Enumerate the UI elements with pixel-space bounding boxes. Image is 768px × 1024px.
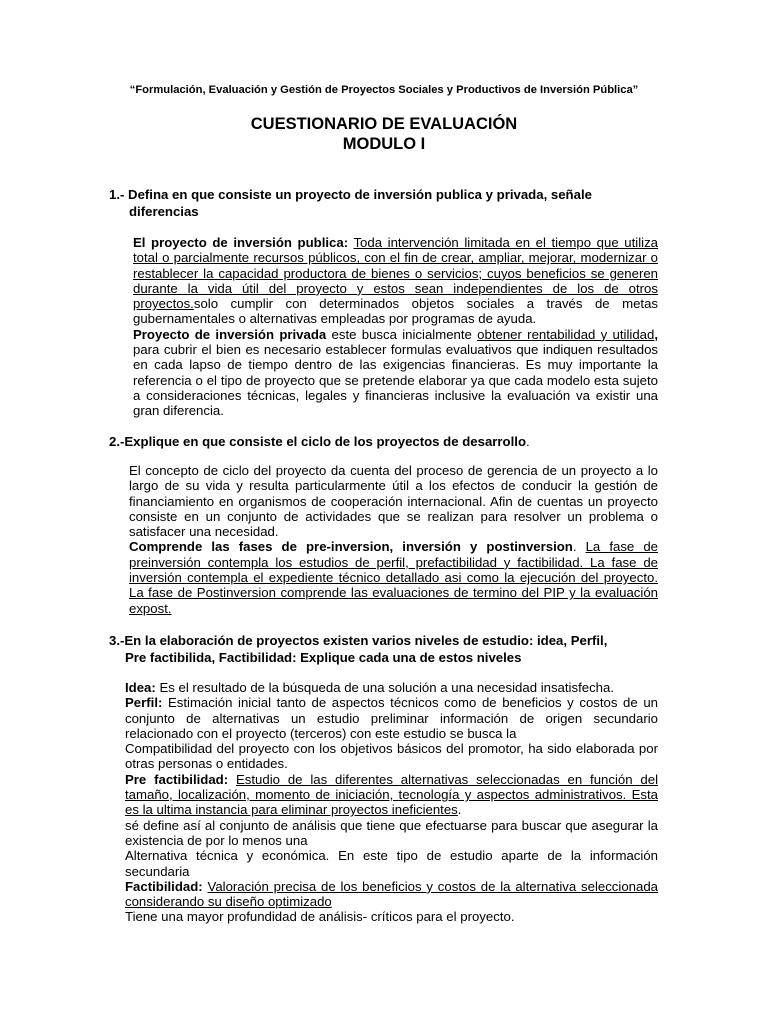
title-line-2: MODULO I [342,135,426,153]
answer-3-factibilidad [125,879,658,910]
document-title [0,114,768,154]
private-project-intro: este busca inicialmente [326,326,478,342]
perfil-text: Estimación inicial tanto de aspectos técnicos como de beneficios y costos de un conjunto de alternativas un estudio preliminar información de origen secundario relacionado con el proyecto (terceros) con este estudio se busca la [125,695,658,741]
question-3 [109,633,669,666]
answer-3 [125,680,658,925]
answer-3-perfil-cont: Compatibilidad del proyecto con los objetivos básicos del promotor, ha sido elaborada por otras personas o entidades. [125,741,658,772]
answer-3-factibilidad-cont: Tiene una mayor profundidad de análisis- críticos para el proyecto. [125,909,515,925]
question-2-line-1: Explique en que consiste el ciclo de los proyectos de desarrollo [124,434,526,449]
answer-2-cycle-concept: El concepto de ciclo del proyecto da cuenta del proceso de gerencia de un proyecto a lo largo de su vida y resulta particularmente útil a los efectos de conducir la gestión de financiamiento en organismos de cooperación internacional. Afin de cuentas un proyecto consiste en un conjunto de actividades que se realizan para resolver un problema o satisfacer una necesidad. [129,463,658,540]
question-3-line-2: Pre factibilida, Factibilidad: Explique cada una de estos niveles [125,649,522,665]
answer-3-idea [125,680,658,695]
question-3-line-1: En la elaboración de proyectos existen varios niveles de estudio: idea, Perfil, [124,633,608,648]
answer-1-private [133,327,658,419]
question-2-period: . [526,434,530,449]
answer-3-prefactibilidad-cont-2: Alternativa técnica y económica. En este tipo de estudio aparte de la información secundaria [125,848,658,879]
question-1 [109,187,669,220]
prefactibilidad-definition: Estudio de las diferentes alternativas seleccionadas en función del tamaño, localización, momento de iniciación, tecnología y aspectos administrativos. Esta es la ultima instancia para eliminar proyectos ineficientes [125,771,659,818]
idea-label: Idea: [125,680,156,695]
prefactibilidad-period: . [457,802,462,818]
course-title-quote: “Formulación, Evaluación y Gestión de Proyectos Sociales y Productivos de Inversión Pública” [129,84,639,96]
answer-2 [129,463,658,616]
question-1-line-2: diferencias [129,203,199,219]
prefactibilidad-label: Pre factibilidad: [125,771,229,787]
private-project-comma: , [654,326,658,342]
public-project-rest: solo cumplir con determinados objetos sociales a través de metas gubernamentales o alternativas empleadas por programas de ayuda. [133,296,658,327]
private-project-rest: para cubrir el bien es necesario establecer formulas evaluativos que indiquen resultados en cada lapso de tiempo dentro de las exigencias financieras. Es muy importante la referencia o el tipo de proyecto que se pretende elaborar ya que cada modelo esta sujeto a consideraciones técnicas, legales y financieras inclusive la evaluación va existir una gran diferencia. [133,342,658,419]
question-2 [109,434,669,451]
public-project-label: El proyecto de inversión publica: [133,235,349,250]
private-project-label: Proyecto de inversión privada [133,326,327,342]
question-1-number: 1.- [109,187,125,202]
title-line-1: CUESTIONARIO DE EVALUACIÓN [250,115,518,133]
answer-3-perfil [125,695,658,741]
private-project-goal: obtener rentabilidad y utilidad [477,326,655,342]
public-project-definition: Toda intervención limitada en el tiempo que utiliza total o parcialmente recursos públicos, con el fin de crear, ampliar, mejorar, modernizar o restablecer la capacidad productora de bienes o servicios; cuyos beneficios se generen durante la vida útil del proyecto y estos sean independientes de los de otros proyectos. [133,235,658,312]
answer-1-public [133,235,658,327]
answer-3-prefactibilidad-cont: sé define así al conjunto de análisis que tiene que efectuarse para buscar que asegurar la existencia de por lo menos una [125,817,658,848]
answer-1 [133,235,658,419]
idea-text: Es el resultado de la búsqueda de una solución a una necesidad insatisfecha. [155,680,615,695]
factibilidad-definition: Valoración precisa de los beneficios y costos de la alternativa seleccionada considerando su diseño optimizado [125,878,658,910]
answer-2-phases [129,539,658,615]
question-3-number: 3.- [109,633,125,648]
factibilidad-label: Factibilidad: [125,878,203,894]
question-2-number: 2.- [109,434,125,449]
answer-3-prefactibilidad [125,772,658,818]
phases-period: . [572,539,586,555]
perfil-label: Perfil: [125,695,163,711]
phases-summary: Comprende las fases de pre-inversion, inversión y postinversion [129,539,573,555]
phases-detail: La fase de preinversión contempla los estudios de perfil, prefactibilidad y factibilidad. La fase de inversión contempla el expediente técnico detallado asi como la ejecución del proyecto. La fase de Postinversion comprende las evaluaciones de termino del PIP y la evaluación expost. [129,539,658,616]
question-1-line-1: Defina en que consiste un proyecto de inversión publica y privada, señale [124,187,592,202]
